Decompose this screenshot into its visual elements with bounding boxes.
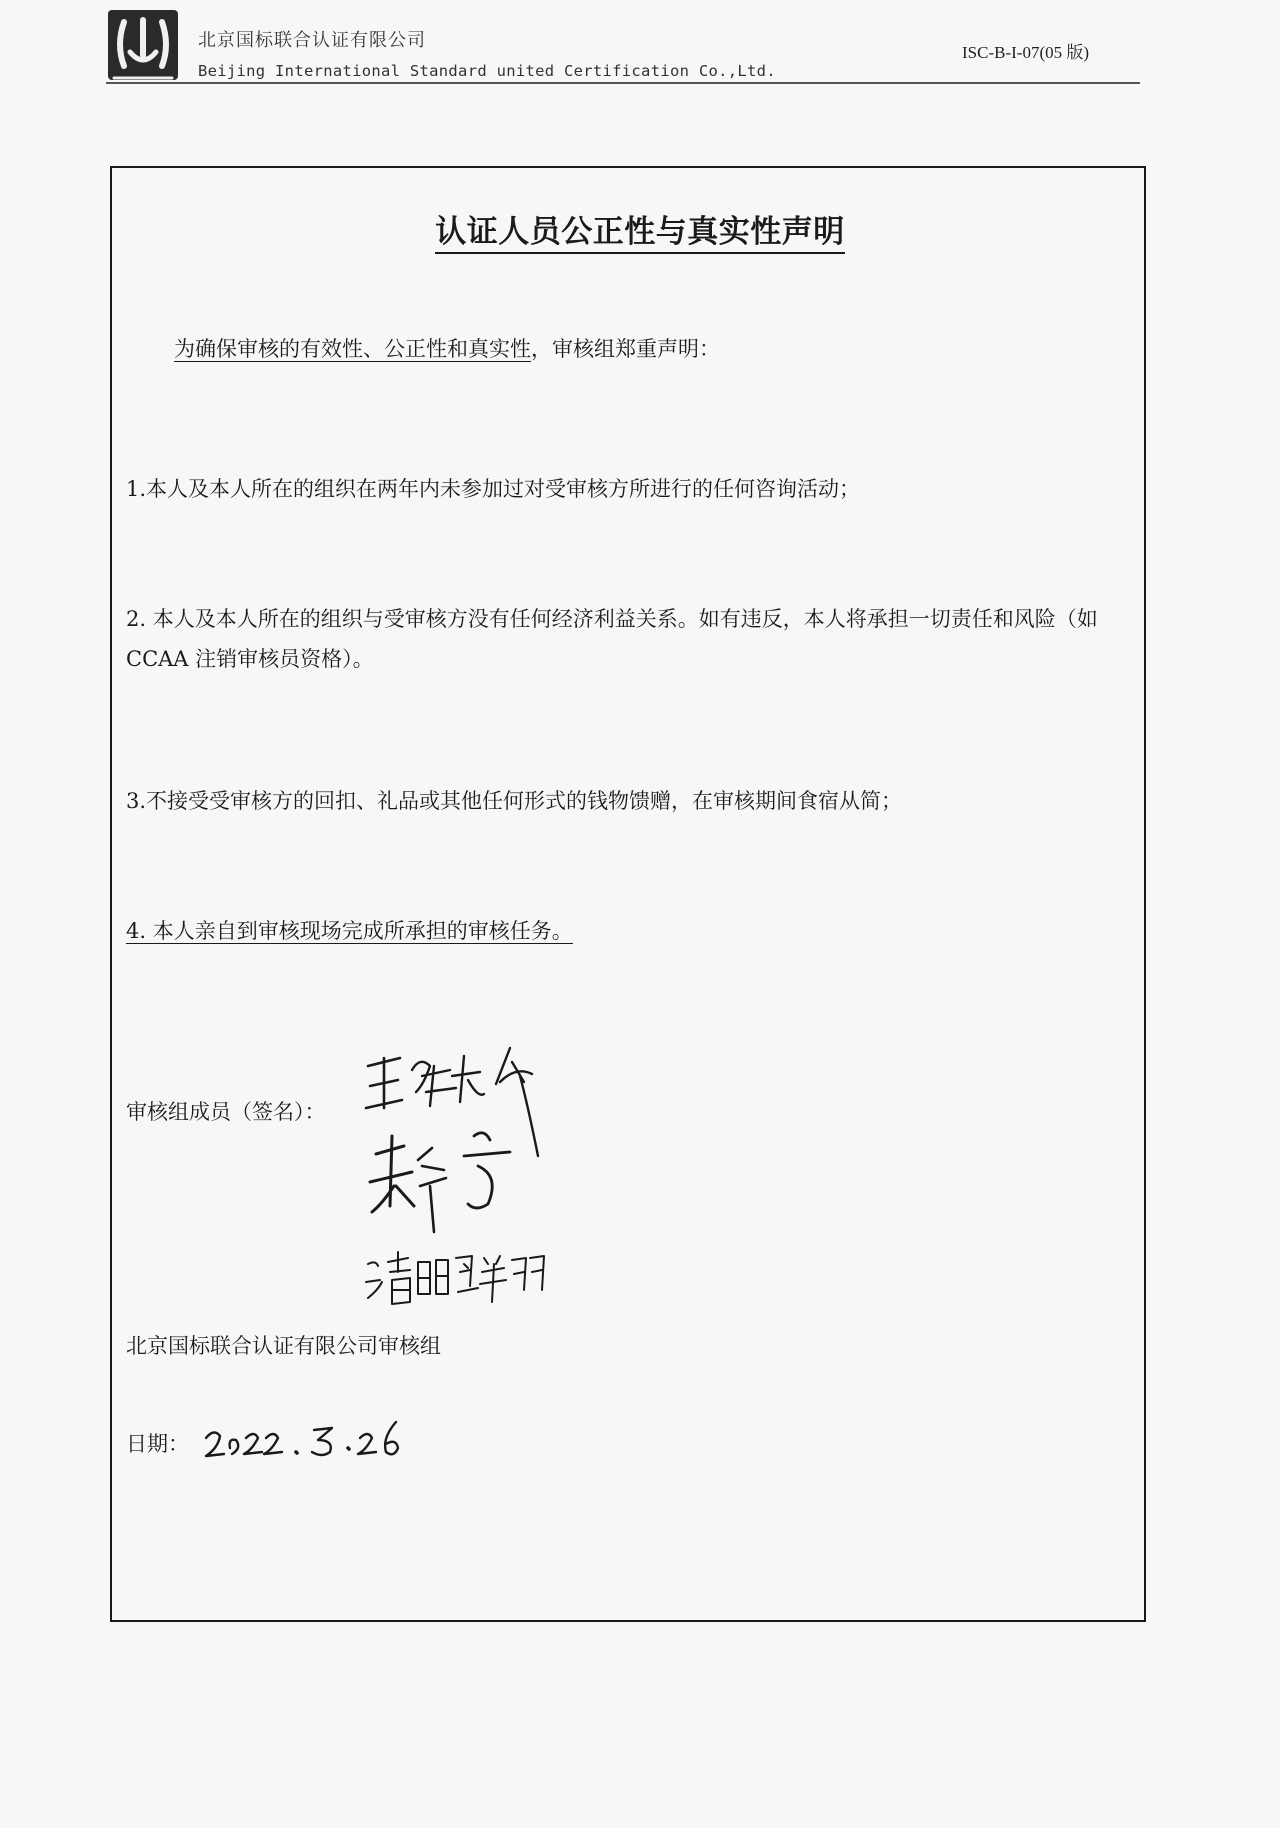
company-name-cn: 北京国标联合认证有限公司	[198, 30, 426, 51]
handwritten-date	[200, 1418, 420, 1464]
signature-label: 审核组成员（签名）：	[126, 1100, 326, 1124]
company-name-en: Beijing International Standard united Certification Co.,Ltd.	[198, 62, 776, 80]
header-divider	[106, 82, 1140, 84]
date-label: 日期：	[126, 1432, 189, 1456]
document-title	[0, 206, 1280, 251]
item-4-text: 4. 本人亲自到审核现场完成所承担的审核任务。	[126, 919, 573, 943]
declaration-item-2: 2. 本人及本人所在的组织与受审核方没有任何经济利益关系。如有违反，本人将承担一切责任和风险（如 CCAA 注销审核员资格）。	[126, 607, 1098, 671]
declaration-item-3: 3.不接受受审核方的回扣、礼品或其他任何形式的钱物馈赠，在审核期间食宿从简；	[126, 789, 903, 813]
intro-underlined-text: 为确保审核的有效性、公正性和真实性	[174, 337, 531, 361]
intro-paragraph	[174, 330, 720, 370]
declaration-item-1: 1.本人及本人所在的组织在两年内未参加过对受审核方所进行的任何咨询活动；	[126, 477, 861, 501]
document-code: ISC-B-I-07(05 版)	[962, 43, 1090, 62]
declaration-frame	[110, 166, 1146, 1622]
handwritten-signatures	[360, 1036, 580, 1316]
intro-rest-text: ，审核组郑重声明：	[531, 337, 720, 361]
audit-team-name: 北京国标联合认证有限公司审核组	[126, 1334, 441, 1358]
title-text: 认证人员公正性与真实性声明	[435, 214, 845, 254]
certification-logo-icon	[104, 6, 182, 84]
declaration-item-4	[126, 912, 573, 952]
